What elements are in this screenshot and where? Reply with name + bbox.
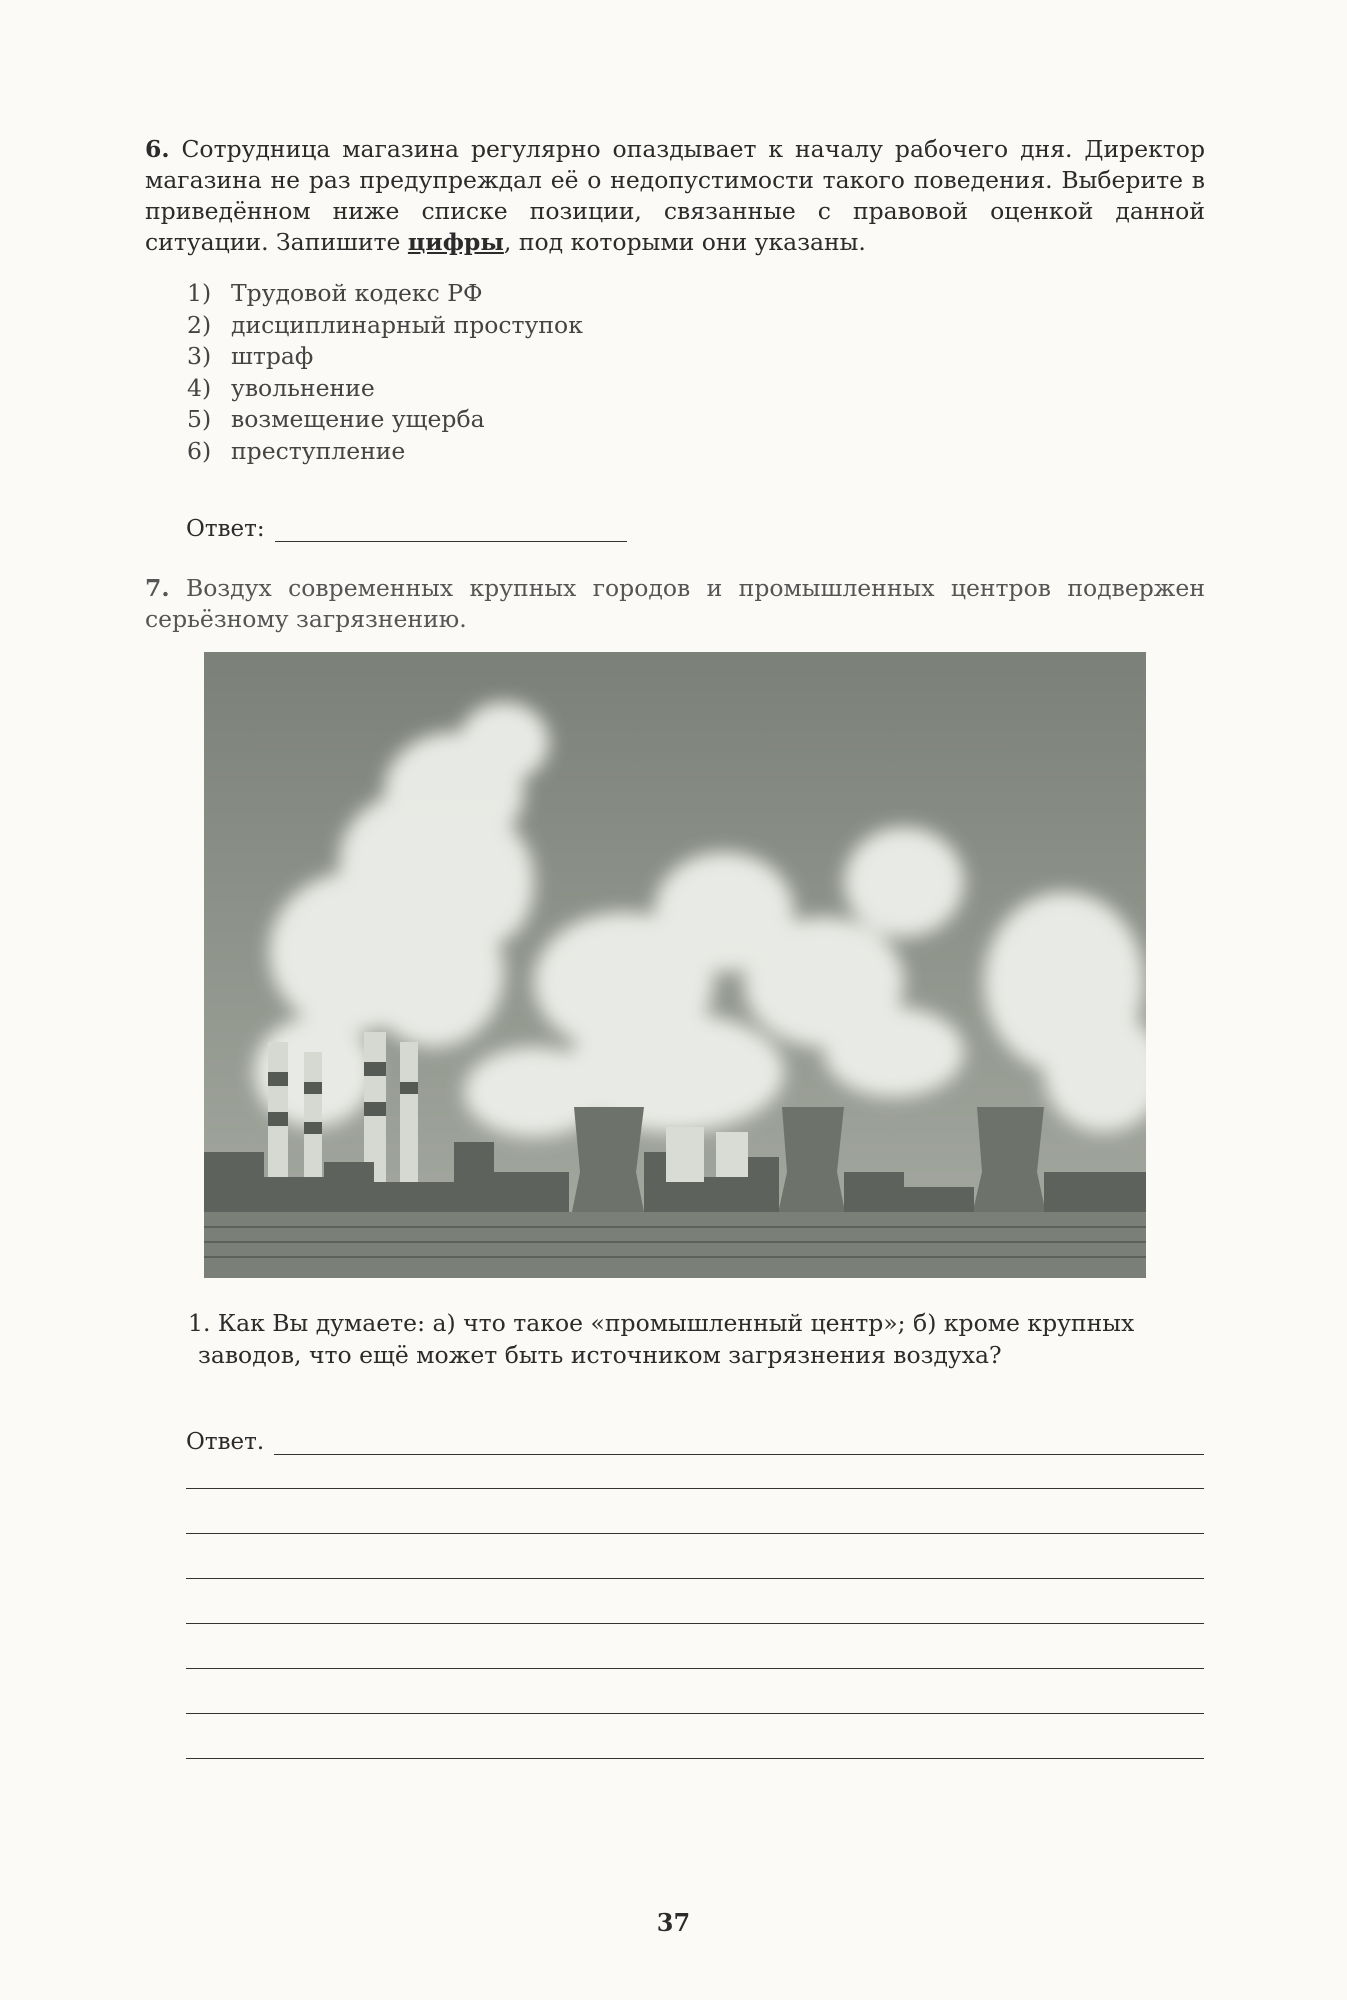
option-item <box>187 341 1205 373</box>
question-6-answer <box>186 516 627 542</box>
question-7-subtask-1 <box>188 1307 1205 1371</box>
option-number: 4) <box>187 373 212 402</box>
option-number: 5) <box>187 405 212 433</box>
question-7-number: 7. <box>145 574 170 602</box>
question-6-options <box>187 278 1205 467</box>
question-7 <box>145 573 1205 635</box>
option-label: увольнение <box>231 373 375 402</box>
subtask-line-1 <box>188 1307 1205 1339</box>
answer-line[interactable] <box>274 1432 1204 1455</box>
subtask-number: 1. <box>188 1309 211 1337</box>
answer-line[interactable] <box>186 1758 1204 1759</box>
option-label: преступление <box>231 436 406 465</box>
question-6-text-part1: Сотрудница магазина регулярно опаздывает к началу рабочего дня. Директор магазина не раз предупреждал её о недопустимости такого поведения. Выберите в приведённом ниже списке позиции, связанные с правовой оценкой данной ситуации. Запишите <box>145 135 1205 256</box>
option-label: штраф <box>231 342 314 370</box>
option-number: 6) <box>187 436 212 465</box>
option-item <box>187 310 1205 342</box>
option-label: Трудовой кодекс РФ <box>231 279 483 307</box>
answer-label: Ответ. <box>186 1429 265 1455</box>
answer-line[interactable] <box>186 1713 1204 1714</box>
subtask-text-1: Как Вы думаете: а) что такое «промышленный центр»; б) кроме крупных <box>210 1309 1135 1337</box>
question-6-text <box>145 134 1205 258</box>
subtask-line-2: заводов, что ещё может быть источником загрязнения воздуха? <box>198 1341 1002 1369</box>
question-7-text-body: Воздух современных крупных городов и промышленных центров подвержен серьёзному загрязнению. <box>145 574 1205 633</box>
option-item <box>187 278 1205 310</box>
question-6-number: 6. <box>145 135 170 163</box>
option-number: 1) <box>187 279 212 307</box>
question-6-emphasis: цифры <box>407 228 504 256</box>
answer-line[interactable] <box>186 1488 1204 1489</box>
option-number: 3) <box>187 342 212 370</box>
answer-line[interactable] <box>186 1533 1204 1534</box>
question-6-text-part2: , под которыми они указаны. <box>503 228 866 256</box>
answer-first-line <box>186 1425 1204 1455</box>
question-7-text <box>145 573 1205 635</box>
question-7-answer <box>186 1425 1204 1455</box>
option-item <box>187 373 1205 405</box>
answer-line[interactable] <box>186 1578 1204 1579</box>
page-number: 37 <box>656 1908 691 1937</box>
option-item <box>187 404 1205 436</box>
option-label: возмещение ущерба <box>231 405 485 433</box>
answer-label: Ответ: <box>186 516 265 542</box>
answer-line[interactable] <box>186 1668 1204 1669</box>
option-label: дисциплинарный проступок <box>231 310 583 339</box>
option-number: 2) <box>187 310 212 339</box>
question-6 <box>145 134 1205 467</box>
industrial-city-photo <box>204 652 1146 1278</box>
answer-line[interactable] <box>275 519 627 542</box>
answer-line[interactable] <box>186 1623 1204 1624</box>
option-item <box>187 436 1205 468</box>
